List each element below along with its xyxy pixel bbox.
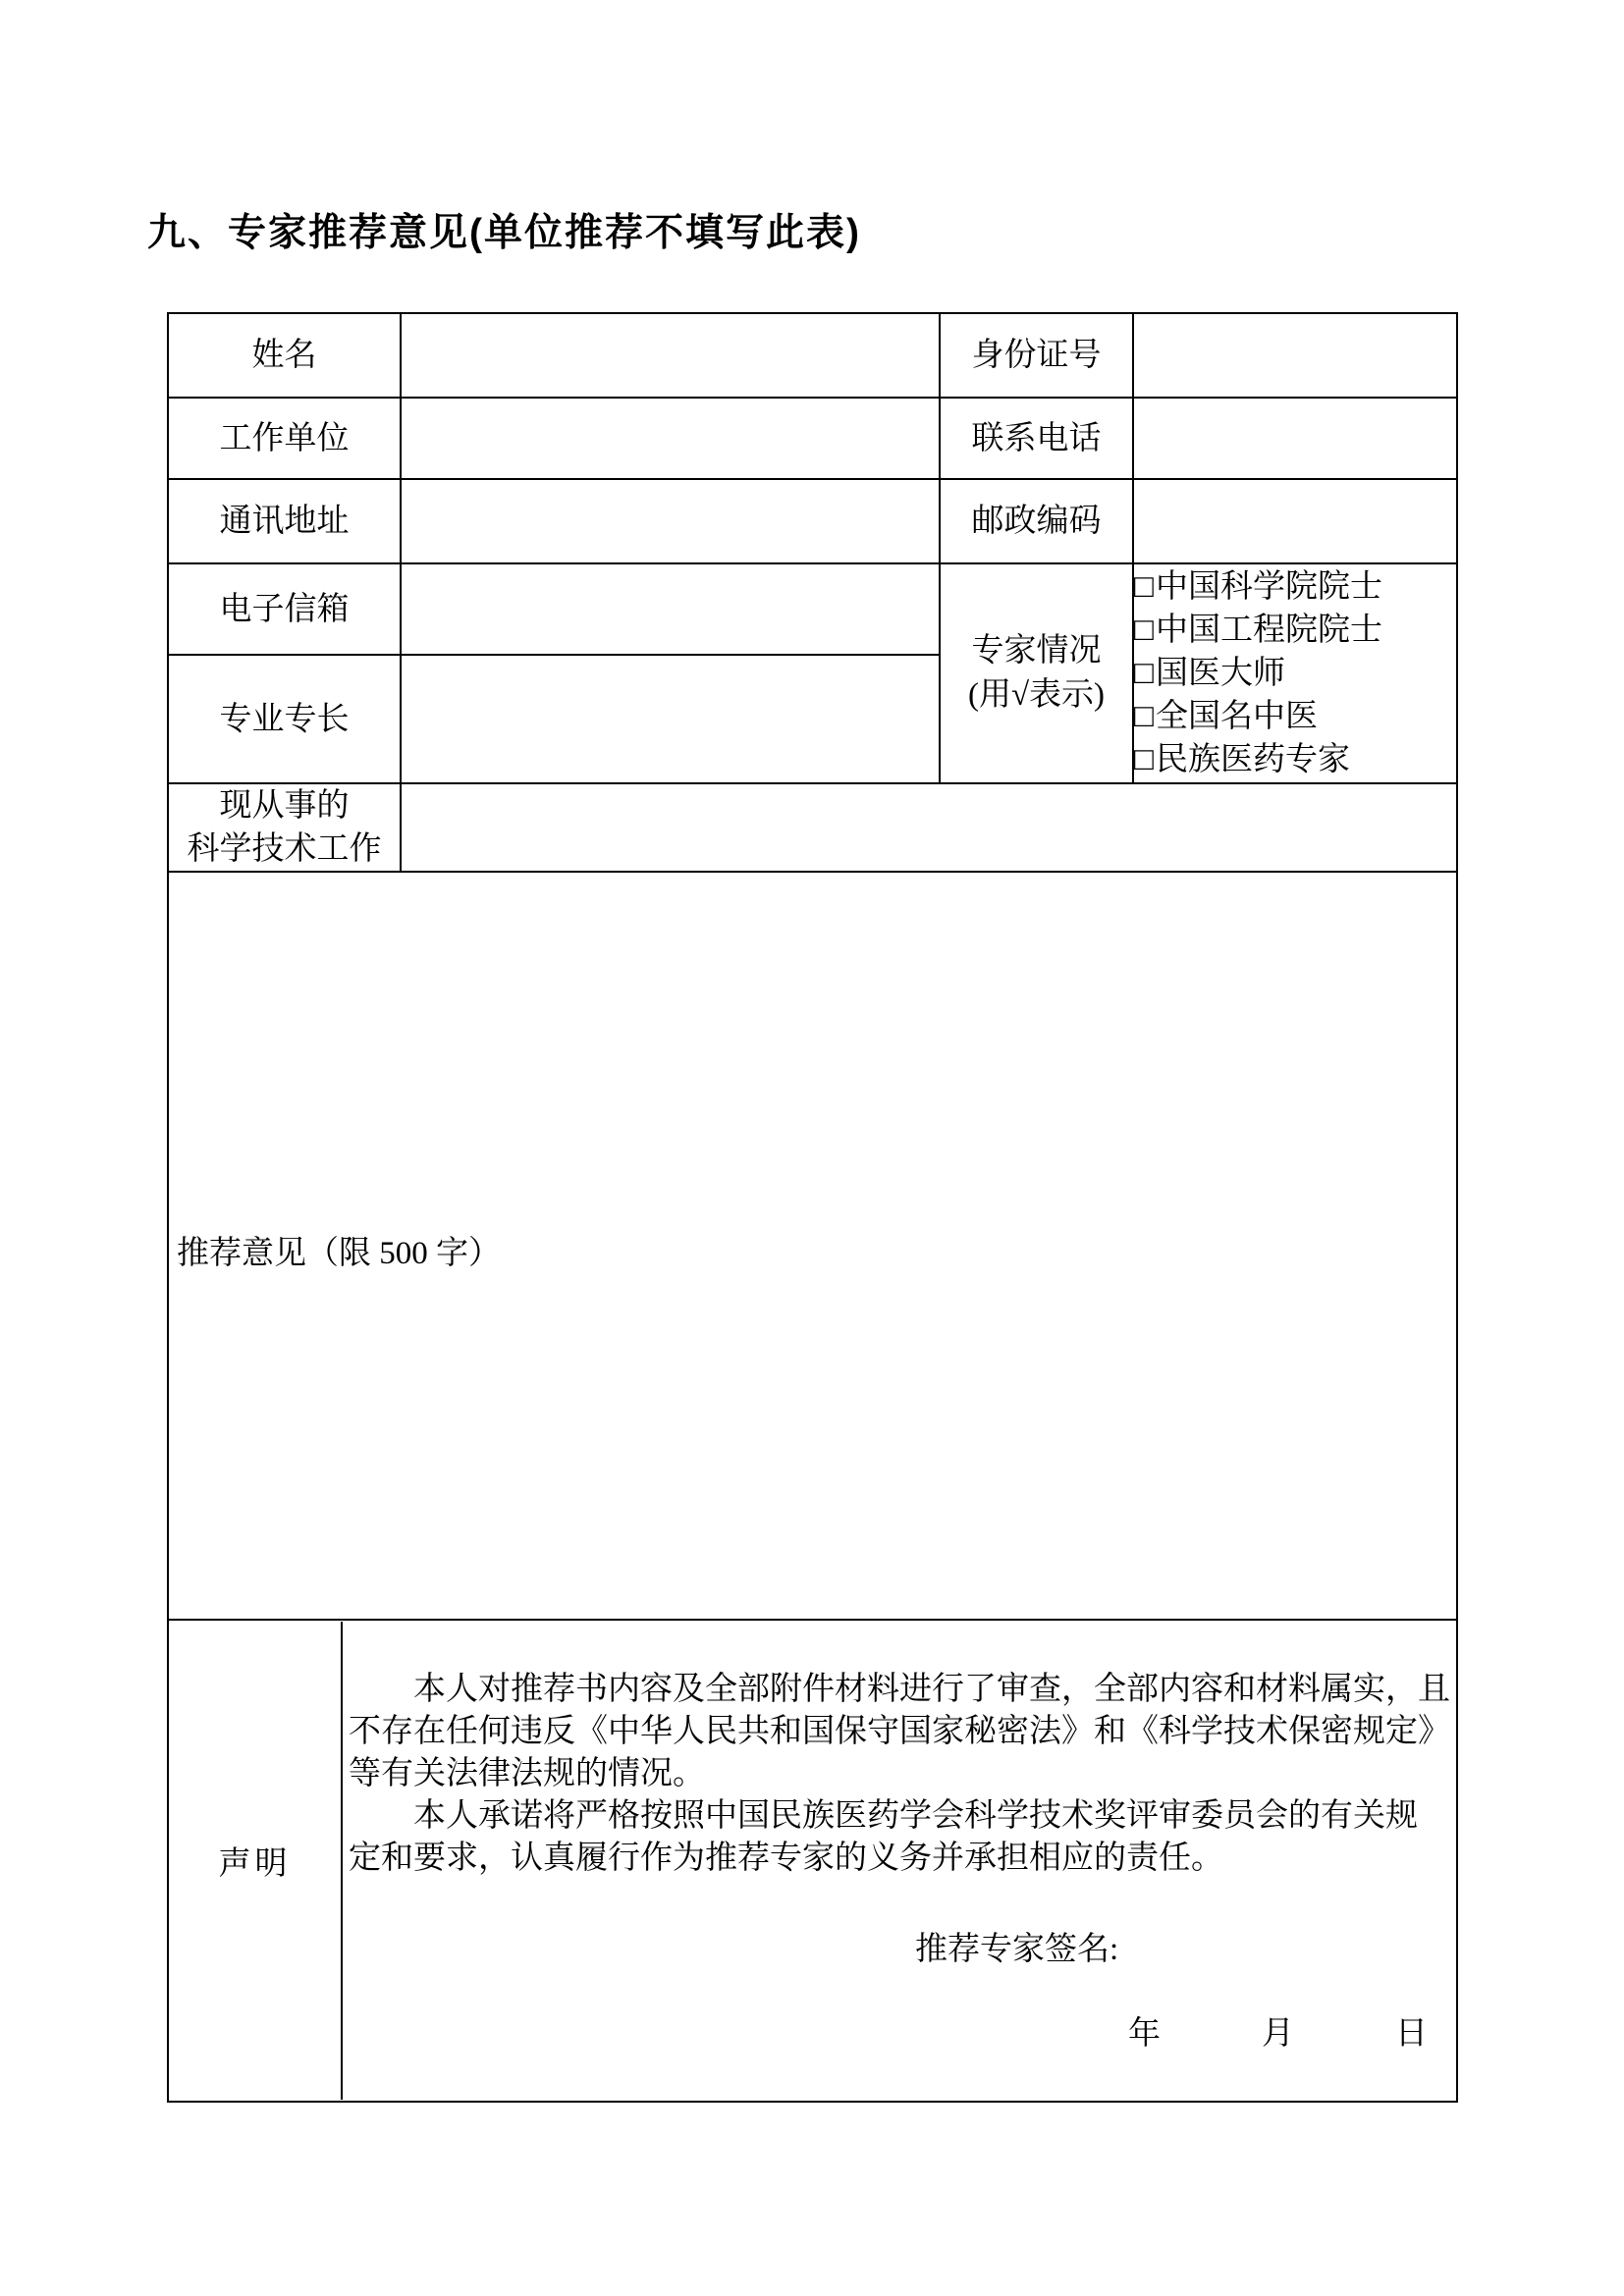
work-unit-label: 工作单位 [168,398,401,479]
declaration-text-line: 定和要求，认真履行作为推荐专家的义务并承担相应的责任。 [349,1841,1223,1876]
work-unit-input-cell[interactable] [401,398,940,479]
checkbox-option-national-tcm[interactable] [1134,695,1456,738]
declaration-content [343,1622,1456,2100]
current-work-label-line1: 现从事的 [219,788,350,824]
contact-phone-label: 联系电话 [940,398,1133,479]
table-row [168,563,1457,655]
table-row [168,1620,1457,2102]
checkbox-option-cas-academician[interactable] [1134,565,1456,609]
contact-phone-input-cell[interactable] [1133,398,1457,479]
checkbox-label: 民族医药专家 [1155,742,1350,777]
date-unit-day: 日 [1395,2016,1428,2052]
declaration-text-line: 不存在任何违反《中华人民共和国保守国家秘密法》和《科学技术保密规定》 [349,1714,1450,1749]
signature-label: 推荐专家签名: [915,1932,1119,1967]
postal-code-input-cell[interactable] [1133,479,1457,563]
name-input-cell[interactable] [401,313,940,398]
name-label: 姓名 [168,313,401,398]
declaration-text-line: 等有关法律法规的情况。 [349,1756,705,1791]
mailing-address-input-cell[interactable] [401,479,940,563]
checkbox-option-ethnic-medicine-expert[interactable] [1134,738,1456,781]
checkbox-icon[interactable]: □ [1134,742,1154,777]
checkbox-icon[interactable]: □ [1134,699,1154,734]
table-row [168,872,1457,1620]
checkbox-icon[interactable]: □ [1134,656,1154,691]
checkbox-label: 全国名中医 [1155,699,1318,734]
table-row [168,479,1457,563]
email-label: 电子信箱 [168,563,401,655]
email-input-cell[interactable] [401,563,940,655]
id-number-input-cell[interactable] [1133,313,1457,398]
postal-code-label: 邮政编码 [940,479,1133,563]
expert-status-options-cell [1133,563,1457,783]
specialty-input-cell[interactable] [401,655,940,783]
expert-status-label [940,563,1133,783]
specialty-label: 专业专长 [168,655,401,783]
checkbox-label: 国医大师 [1155,656,1285,691]
table-row [168,313,1457,398]
recommendation-label: 推荐意见（限 500 字） [177,1235,501,1271]
date-unit-year: 年 [1128,2016,1161,2052]
mailing-address-label: 通讯地址 [168,479,401,563]
checkbox-icon[interactable]: □ [1134,569,1154,605]
declaration-text-line: 本人承诺将严格按照中国民族医药学会科学技术奖评审委员会的有关规 [413,1798,1418,1834]
table-row [168,398,1457,479]
checkbox-label: 中国科学院院士 [1155,569,1382,605]
expert-status-label-line1: 专家情况 [971,633,1102,668]
current-work-label-line2: 科学技术工作 [187,831,382,867]
checkbox-option-cae-academician[interactable] [1134,609,1456,652]
recommendation-input-area[interactable] [168,872,1457,1620]
declaration-text-line: 本人对推荐书内容及全部附件材料进行了审查，全部内容和材料属实，且 [413,1672,1450,1707]
expert-recommendation-table [167,312,1458,2103]
current-work-input-cell[interactable] [401,783,1457,872]
checkbox-label: 中国工程院院士 [1155,613,1382,648]
current-work-label [168,783,401,872]
date-line [1128,2013,1450,2056]
checkbox-icon[interactable]: □ [1134,613,1154,648]
table-row [168,783,1457,872]
declaration-row [168,1620,1457,2102]
page-title: 九、专家推荐意见(单位推荐不填写此表) [147,212,861,254]
id-number-label: 身份证号 [940,313,1133,398]
declaration-label: 声明 [169,1622,343,2100]
date-unit-month: 月 [1262,2016,1294,2052]
checkbox-option-tcm-master[interactable] [1134,652,1456,695]
expert-status-label-line2: (用√表示) [967,677,1106,713]
